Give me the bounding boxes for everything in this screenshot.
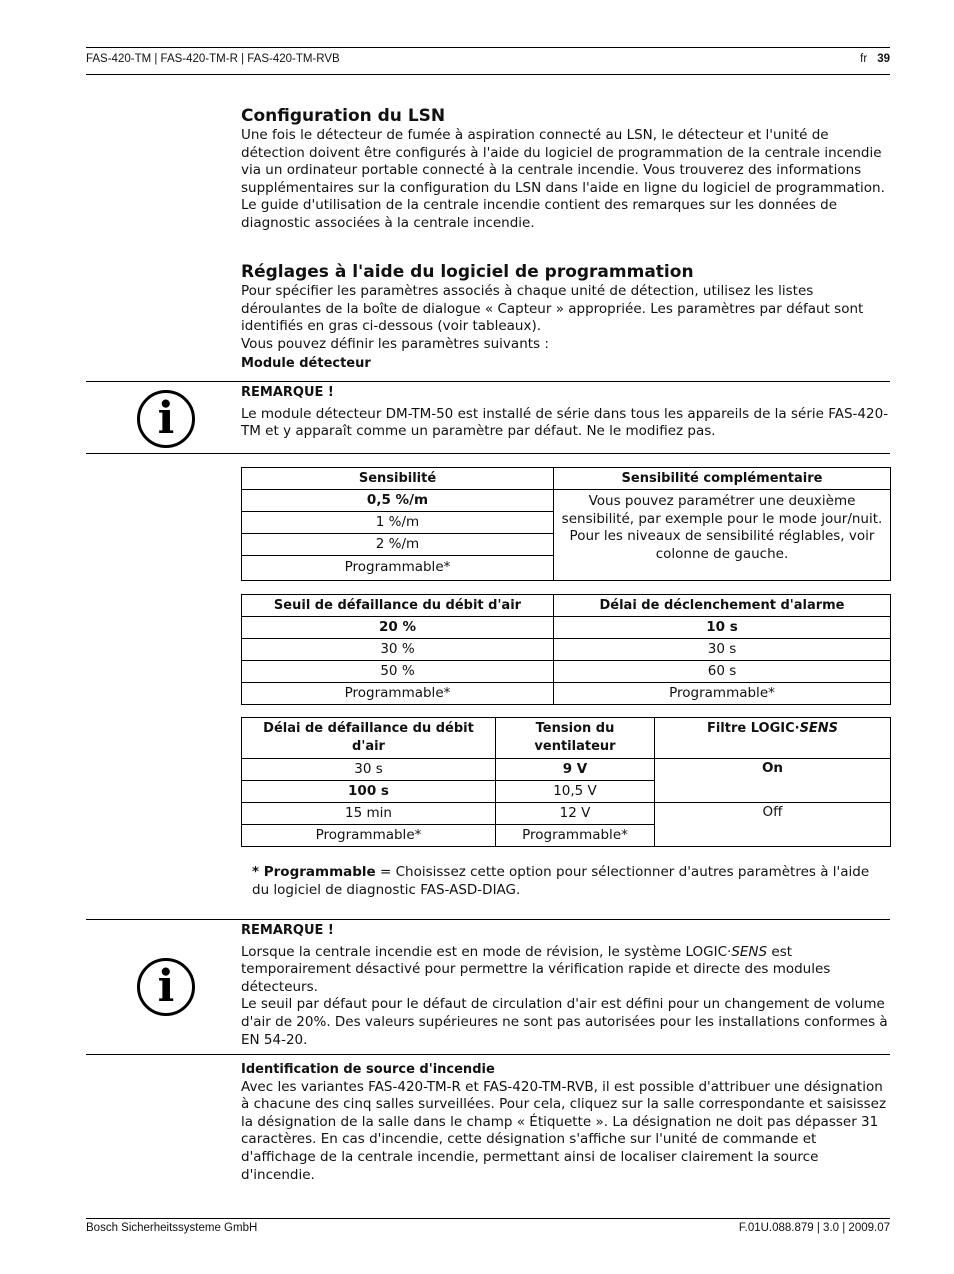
note-text-part: Lorsque la centrale incendie est en mode de révision, le système LOGIC· bbox=[241, 943, 732, 960]
section-title: Réglages à l'aide du logiciel de programmation bbox=[241, 262, 694, 282]
airflow-delay-table bbox=[241, 717, 891, 847]
header-page-info bbox=[860, 52, 890, 66]
header-rule bbox=[86, 47, 890, 48]
note-box bbox=[86, 919, 890, 1055]
footer-rule bbox=[86, 1218, 890, 1219]
note-body: Le seuil par défaut pour le défaut de circulation d'air est défini pour un changement de volume d'air de 20%. Des valeurs supérieures ne sont pas autorisées pour les installations conformes à EN 54-20. bbox=[241, 996, 888, 1048]
table-cell: 30 s bbox=[242, 759, 496, 781]
table-cell: 60 s bbox=[554, 661, 891, 683]
table-cell-filter-on: On bbox=[655, 759, 891, 803]
paragraph: Vous pouvez définir les paramètres suivants : bbox=[241, 335, 549, 352]
footnote-label: * Programmable bbox=[252, 864, 376, 880]
table-header: Délai de défaillance du débit d'air bbox=[242, 718, 496, 759]
paragraph: Pour spécifier les paramètres associés à chaque unité de détection, utilisez les listes déroulantes de la boîte de dialogue « Capteur » appropriée. Les paramètres par défaut sont identifiés en gras ci-dessous (voir tableaux). bbox=[241, 283, 864, 335]
footer-company: Bosch Sicherheitssysteme GmbH bbox=[86, 1222, 258, 1234]
footnote-text bbox=[252, 864, 882, 899]
table-cell: 10 s bbox=[554, 617, 891, 639]
table-cell: 12 V bbox=[496, 803, 655, 825]
header-lang: fr bbox=[860, 53, 868, 65]
note-text bbox=[241, 922, 890, 1049]
table-header: Délai de déclenchement d'alarme bbox=[554, 595, 891, 617]
info-icon: i bbox=[137, 390, 195, 448]
note-body: Le module détecteur DM-TM-50 est installé de série dans tous les appareils de la série FAS-420-TM et y apparaît comme un paramètre par défaut. Ne le modifiez pas. bbox=[241, 405, 889, 440]
airflow-threshold-table bbox=[241, 594, 891, 705]
table-header bbox=[655, 718, 891, 759]
table-cell: 20 % bbox=[242, 617, 554, 639]
filter-label-italic: SENS bbox=[799, 721, 839, 736]
note-title: REMARQUE ! bbox=[241, 385, 334, 400]
table-cell: 10,5 V bbox=[496, 781, 655, 803]
table-cell: Programmable* bbox=[242, 825, 496, 847]
header-rule-bottom bbox=[86, 74, 890, 75]
table-header: Tension du ventilateur bbox=[496, 718, 655, 759]
note-text bbox=[241, 384, 890, 441]
table-cell: 30 s bbox=[554, 639, 891, 661]
table-header: Sensibilité complémentaire bbox=[554, 468, 891, 490]
note-text-part: est temporairement désactivé pour permettre la vérification rapide et directe des modules détecteurs. bbox=[241, 943, 831, 995]
paragraph: Avec les variantes FAS-420-TM-R et FAS-420-TM-RVB, il est possible d'attribuer une désignation à chacune des cinq salles surveillées. Pour cela, cliquez sur la salle correspondante et saisissez la désignation de la salle dans le champ « Étiquette ». La désignation ne doit pas dépasser 31 caractères. En cas d'incendie, cette désignation s'affiche sur l'unité de commande et d'affichage de la centrale incendie, permettant ainsi de localiser clairement la source d'incendie. bbox=[241, 1078, 887, 1183]
table-cell: 50 % bbox=[242, 661, 554, 683]
table-cell: Programmable* bbox=[242, 683, 554, 705]
table-cell: 0,5 %/m bbox=[242, 490, 554, 512]
table-cell: Programmable* bbox=[496, 825, 655, 847]
info-icon: i bbox=[137, 958, 195, 1016]
table-cell: 9 V bbox=[496, 759, 655, 781]
table-cell: Programmable* bbox=[554, 683, 891, 705]
table-header: Sensibilité bbox=[242, 468, 554, 490]
table-cell: Programmable* bbox=[242, 556, 554, 581]
footnote-body: = Choisissez cette option pour sélectionner d'autres paramètres à l'aide du logiciel de diagnostic FAS-ASD-DIAG. bbox=[252, 864, 870, 898]
section-lsn-config bbox=[241, 105, 890, 233]
table-cell: 15 min bbox=[242, 803, 496, 825]
note-body bbox=[241, 944, 890, 997]
table-cell: 30 % bbox=[242, 639, 554, 661]
section-title: Configuration du LSN bbox=[241, 106, 446, 126]
sensitivity-table bbox=[241, 467, 891, 581]
note-title: REMARQUE ! bbox=[241, 923, 334, 938]
note-box bbox=[86, 381, 890, 454]
table-cell: 2 %/m bbox=[242, 534, 554, 556]
paragraph: Le guide d'utilisation de la centrale incendie contient des remarques sur les données de diagnostic associées à la centrale incendie. bbox=[241, 197, 838, 231]
section-fire-source-id bbox=[241, 1061, 890, 1184]
table-header: Seuil de défaillance du débit d'air bbox=[242, 595, 554, 617]
table-cell-filter-off: Off bbox=[655, 803, 891, 847]
subheading: Module détecteur bbox=[241, 356, 371, 372]
footnote bbox=[252, 864, 882, 899]
page-number: 39 bbox=[877, 53, 890, 65]
table-cell-merged: Vous pouvez paramétrer une deuxième sensibilité, par exemple pour le mode jour/nuit. Pour les niveaux de sensibilité réglables, voir colonne de gauche. bbox=[554, 490, 891, 581]
filter-label: Filtre LOGIC· bbox=[706, 721, 800, 736]
footer-docref: F.01U.088.879 | 3.0 | 2009.07 bbox=[738, 1222, 890, 1234]
section-software-settings bbox=[241, 261, 890, 373]
header-models: FAS-420-TM | FAS-420-TM-R | FAS-420-TM-RVB bbox=[86, 53, 340, 65]
table-cell: 100 s bbox=[242, 781, 496, 803]
table-cell: 1 %/m bbox=[242, 512, 554, 534]
note-text-italic: SENS bbox=[731, 943, 768, 960]
subheading: Identification de source d'incendie bbox=[241, 1062, 495, 1077]
paragraph: Une fois le détecteur de fumée à aspiration connecté au LSN, le détecteur et l'unité de détection doivent être configurés à l'aide du logiciel de programmation de la centrale incendie via un ordinateur portable connecté à la centrale incendie. Vous trouverez des informations supplémentaires sur la configuration du LSN dans l'aide en ligne du logiciel de programmation. bbox=[241, 127, 885, 196]
